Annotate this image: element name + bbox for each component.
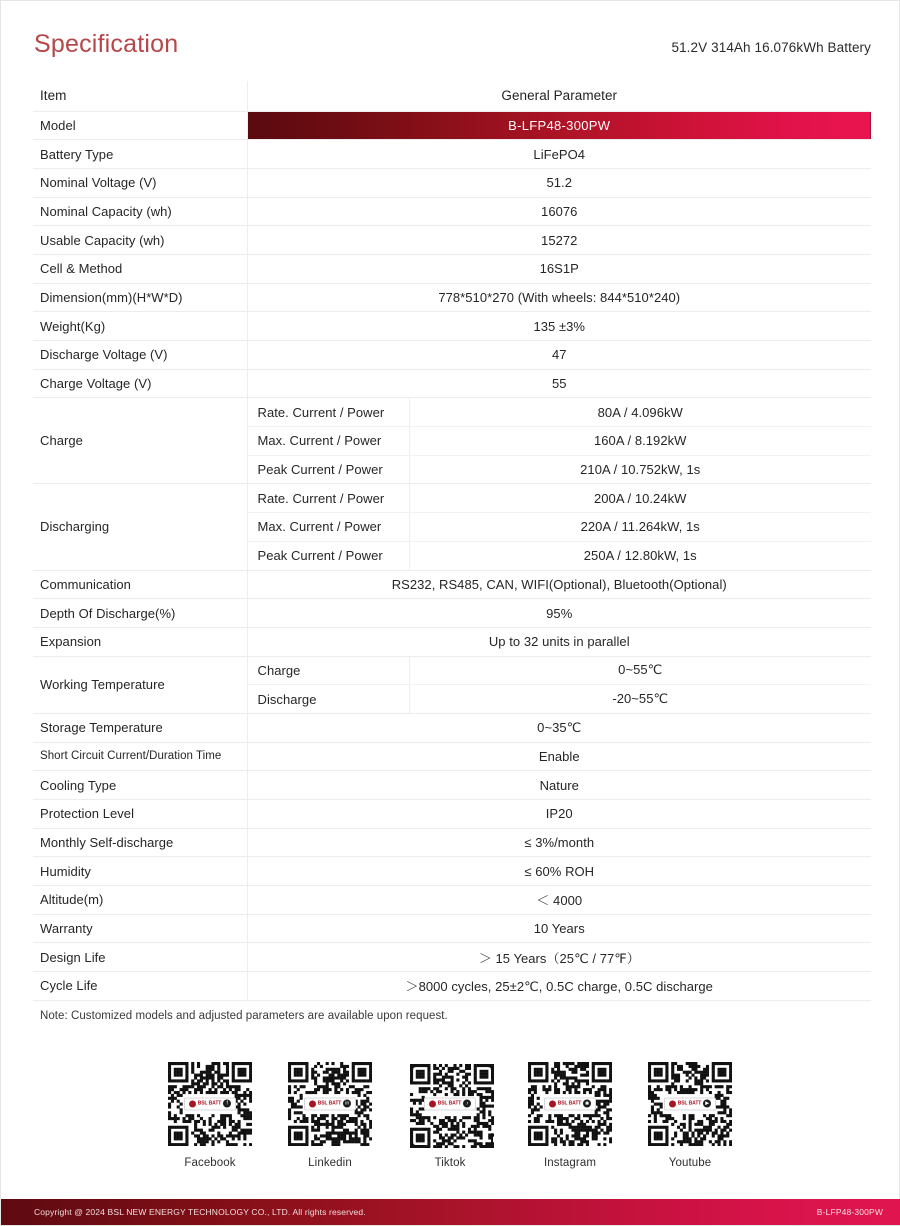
qr-label: Facebook	[184, 1156, 236, 1169]
row-value: 0~35℃	[247, 713, 871, 742]
instagram-icon: ◉	[585, 1100, 590, 1107]
row-item-label: Humidity	[33, 857, 247, 886]
table-row	[33, 599, 871, 628]
table-row	[33, 857, 871, 886]
table-row	[33, 943, 871, 972]
row-value: 95%	[247, 599, 871, 628]
row-value: Enable	[247, 742, 871, 771]
table-row	[33, 283, 871, 312]
row-value: 220A / 11.264kW, 1s	[409, 513, 871, 542]
qr-block[interactable]	[286, 1062, 374, 1169]
row-item-label: Cell & Method	[33, 254, 247, 283]
row-item-label: Dimension(mm)(H*W*D)	[33, 283, 247, 312]
row-value: 55	[247, 369, 871, 398]
row-sub-label: Peak Current / Power	[247, 455, 409, 484]
row-sub-label: Charge	[247, 656, 409, 685]
youtube-icon: ▶	[703, 1100, 711, 1108]
bsl-logo-mark	[189, 1100, 196, 1107]
row-item-label: Expansion	[33, 627, 247, 656]
table-row	[33, 312, 871, 341]
table-row	[33, 369, 871, 398]
footer-model: B-LFP48-300PW	[816, 1207, 883, 1217]
row-value: 16076	[247, 197, 871, 226]
row-item-label: Model	[33, 111, 247, 140]
table-row	[33, 484, 871, 513]
row-sub-label: Rate. Current / Power	[247, 484, 409, 513]
row-value: ＜ 4000	[247, 886, 871, 915]
bsl-logo-mark	[669, 1100, 676, 1107]
table-row	[33, 972, 871, 1001]
instagram-qr-code[interactable]	[528, 1062, 612, 1146]
table-row	[33, 197, 871, 226]
specification-table-body	[33, 81, 871, 1000]
youtube-qr-code[interactable]	[648, 1062, 732, 1146]
working-temperature-group-label: Working Temperature	[33, 656, 247, 713]
page-footer	[1, 1199, 900, 1225]
row-value: IP20	[247, 800, 871, 829]
table-row	[33, 713, 871, 742]
table-note: Note: Customized models and adjusted parameters are available upon request.	[40, 1009, 448, 1022]
facebook-qr-code[interactable]	[168, 1062, 252, 1146]
qr-block[interactable]	[406, 1062, 494, 1169]
qr-block[interactable]	[526, 1062, 614, 1169]
row-value: ＞8000 cycles, 25±2℃, 0.5C charge, 0.5C discharge	[247, 972, 871, 1001]
brand-name: BSL BATT	[677, 1100, 702, 1107]
qr-label: Youtube	[668, 1156, 712, 1169]
row-value: 778*510*270 (With wheels: 844*510*240)	[247, 283, 871, 312]
row-value: ≤ 3%/month	[247, 828, 871, 857]
tiktok-icon: ♪	[463, 1100, 471, 1108]
facebook-icon: f	[223, 1100, 231, 1108]
table-row	[33, 656, 871, 685]
row-value: ＞ 15 Years（25℃ / 77℉）	[247, 943, 871, 972]
brand-badge	[544, 1097, 596, 1110]
row-item-label: Nominal Voltage (V)	[33, 168, 247, 197]
brand-name: BSL BATT	[197, 1100, 222, 1107]
discharging-group-label: Discharging	[33, 484, 247, 570]
row-item-label: Battery Type	[33, 140, 247, 169]
row-sub-label: Max. Current / Power	[247, 427, 409, 456]
row-value: 47	[247, 341, 871, 370]
row-sub-label: Rate. Current / Power	[247, 398, 409, 427]
footer-copyright: Copyright @ 2024 BSL NEW ENERGY TECHNOLOGY CO., LTD. All rights reserved.	[34, 1207, 366, 1217]
column-header-value: General Parameter	[247, 81, 871, 111]
row-item-label: Cooling Type	[33, 771, 247, 800]
page-title: Specification	[34, 30, 179, 58]
table-row	[33, 168, 871, 197]
qr-label: Instagram	[543, 1156, 597, 1169]
row-item-label: Warranty	[33, 914, 247, 943]
row-sub-label: Discharge	[247, 685, 409, 714]
row-item-label: Cycle Life	[33, 972, 247, 1001]
row-value: LiFePO4	[247, 140, 871, 169]
brand-name: BSL BATT	[437, 1100, 462, 1107]
row-item-label: Protection Level	[33, 800, 247, 829]
brand-name: BSL BATT	[317, 1100, 342, 1107]
tiktok-qr-code[interactable]	[408, 1062, 492, 1146]
header-subtitle: 51.2V 314Ah 16.076kWh Battery	[671, 40, 871, 55]
row-value: ≤ 60% ROH	[247, 857, 871, 886]
table-row	[33, 828, 871, 857]
table-row	[33, 341, 871, 370]
row-value: 80A / 4.096kW	[409, 398, 871, 427]
row-value: 51.2	[247, 168, 871, 197]
row-value: 160A / 8.192kW	[409, 427, 871, 456]
row-sub-label: Peak Current / Power	[247, 541, 409, 570]
row-value: 16S1P	[247, 254, 871, 283]
row-item-label: Communication	[33, 570, 247, 599]
row-item-label: Monthly Self-discharge	[33, 828, 247, 857]
specification-table	[33, 81, 871, 1001]
brand-name: BSL BATT	[557, 1100, 582, 1107]
row-value: Nature	[247, 771, 871, 800]
column-header-item: Item	[33, 81, 247, 111]
row-value: 135 ±3%	[247, 312, 871, 341]
row-item-label: Nominal Capacity (wh)	[33, 197, 247, 226]
row-sub-label: Max. Current / Power	[247, 513, 409, 542]
row-value: 10 Years	[247, 914, 871, 943]
row-value: -20~55℃	[409, 685, 871, 714]
table-row	[33, 914, 871, 943]
row-item-label: Depth Of Discharge(%)	[33, 599, 247, 628]
table-header-row	[33, 81, 871, 111]
linkedin-icon: in	[343, 1100, 351, 1108]
table-row	[33, 140, 871, 169]
page-header	[1, 1, 899, 73]
social-qr-section	[1, 1062, 899, 1169]
row-item-label: Weight(Kg)	[33, 312, 247, 341]
brand-badge	[664, 1097, 716, 1110]
row-value: RS232, RS485, CAN, WIFI(Optional), Bluetooth(Optional)	[247, 570, 871, 599]
table-row	[33, 627, 871, 656]
qr-block[interactable]	[646, 1062, 734, 1169]
charge-group-label: Charge	[33, 398, 247, 484]
row-item-label: Design Life	[33, 943, 247, 972]
table-row	[33, 226, 871, 255]
row-item-label: Short Circuit Current/Duration Time	[33, 742, 247, 771]
bsl-logo-mark	[549, 1100, 556, 1107]
table-row	[33, 254, 871, 283]
row-value: 0~55℃	[409, 656, 871, 685]
table-row	[33, 570, 871, 599]
row-item-label: Storage Temperature	[33, 713, 247, 742]
row-value: Up to 32 units in parallel	[247, 627, 871, 656]
brand-badge	[424, 1097, 476, 1110]
row-item-label: Discharge Voltage (V)	[33, 341, 247, 370]
table-row	[33, 111, 871, 140]
row-value: B-LFP48-300PW	[247, 111, 871, 140]
row-item-label: Usable Capacity (wh)	[33, 226, 247, 255]
brand-badge	[304, 1097, 356, 1110]
row-item-label: Altitude(m)	[33, 886, 247, 915]
row-value: 200A / 10.24kW	[409, 484, 871, 513]
qr-label: Tiktok	[434, 1156, 466, 1169]
table-row	[33, 886, 871, 915]
table-row	[33, 398, 871, 427]
row-item-label: Charge Voltage (V)	[33, 369, 247, 398]
qr-block[interactable]	[166, 1062, 254, 1169]
linkedin-qr-code[interactable]	[288, 1062, 372, 1146]
row-value: 15272	[247, 226, 871, 255]
bsl-logo-mark	[309, 1100, 316, 1107]
table-row	[33, 800, 871, 829]
brand-badge	[184, 1097, 236, 1110]
row-value: 250A / 12.80kW, 1s	[409, 541, 871, 570]
qr-label: Linkedin	[308, 1156, 352, 1169]
table-row	[33, 771, 871, 800]
row-value: 210A / 10.752kW, 1s	[409, 455, 871, 484]
bsl-logo-mark	[429, 1100, 436, 1107]
table-row	[33, 742, 871, 771]
